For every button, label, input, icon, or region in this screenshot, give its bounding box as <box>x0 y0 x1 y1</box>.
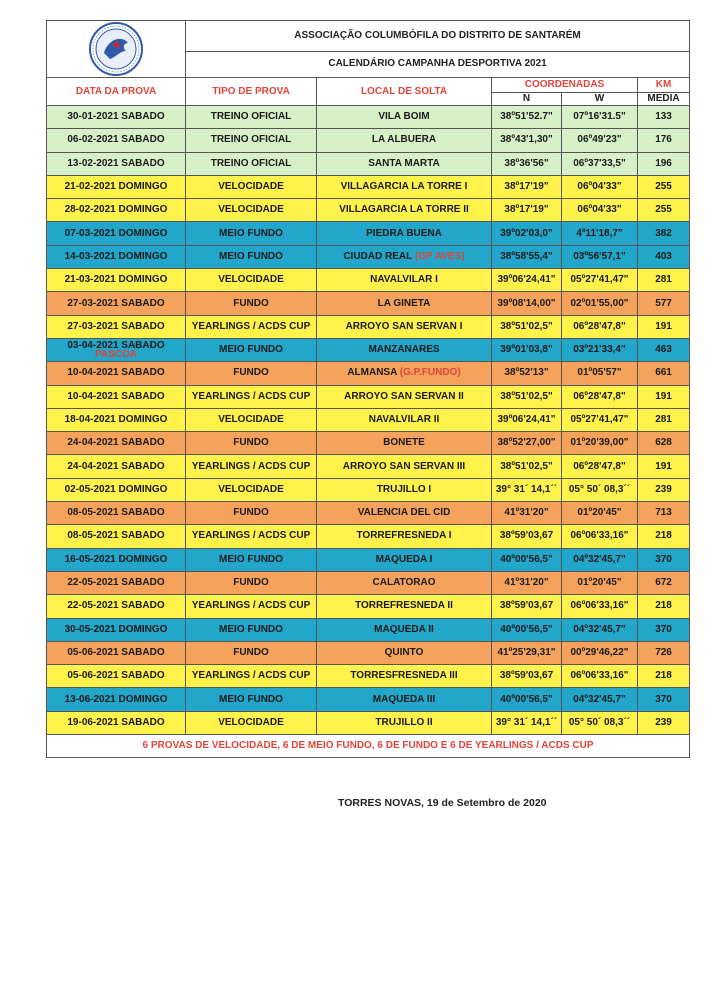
row-type: YEARLINGS / ACDS CUP <box>186 595 317 618</box>
row-coord-w: 06º04'33" <box>562 175 638 198</box>
table-row <box>47 199 690 222</box>
row-coord-n: 38º58'55,4" <box>492 245 562 268</box>
col-header-w: W <box>562 93 638 106</box>
table-row <box>47 571 690 594</box>
row-date-text: 18-04-2021 DOMINGO <box>64 414 168 425</box>
row-place <box>317 245 492 268</box>
row-coord-n: 40º00'56,5" <box>492 688 562 711</box>
row-coord-w: 06º06'33,16" <box>562 665 638 688</box>
row-coord-w: 04º32'45,7" <box>562 548 638 571</box>
row-km: 218 <box>638 665 690 688</box>
row-coord-w: 04º32'45,7" <box>562 618 638 641</box>
row-place-text: VILLAGARCIA LA TORRE II <box>339 204 469 216</box>
row-place-text: LA GINETA <box>377 297 431 309</box>
row-place-text: VILLAGARCIA LA TORRE I <box>340 181 468 193</box>
table-row <box>47 362 690 385</box>
row-place-note: (G.P.FUNDO) <box>399 367 461 379</box>
row-date-text: 08-05-2021 SABADO <box>67 530 165 542</box>
row-km: 577 <box>638 292 690 315</box>
row-place-text: ARROYO SAN SERVAN II <box>344 390 464 402</box>
col-header-place: LOCAL DE SOLTA <box>317 78 492 106</box>
row-km: 628 <box>638 432 690 455</box>
row-type: TREINO OFICIAL <box>186 129 317 152</box>
row-date-text: 19-06-2021 SABADO <box>67 716 165 728</box>
col-header-date: DATA DA PROVA <box>47 78 186 106</box>
row-coord-n: 39º06'24,41" <box>492 269 562 292</box>
row-km: 239 <box>638 711 690 734</box>
row-date-text: 22-05-2021 SABADO <box>67 577 165 589</box>
row-type: FUNDO <box>186 432 317 455</box>
row-km: 403 <box>638 245 690 268</box>
col-header-km: KM <box>638 78 690 93</box>
row-place-note: (GP AVES) <box>414 250 465 262</box>
table-row <box>47 222 690 245</box>
row-date <box>47 502 186 525</box>
row-date <box>47 432 186 455</box>
row-type: FUNDO <box>186 362 317 385</box>
row-place <box>317 548 492 571</box>
row-coord-n: 38º36'56" <box>492 152 562 175</box>
row-coord-n: 38º17'19" <box>492 199 562 222</box>
row-coord-w: 4º11'18,7" <box>562 222 638 245</box>
table-row <box>47 641 690 664</box>
row-date-text: 13-06-2021 DOMINGO <box>64 693 168 705</box>
row-km: 191 <box>638 385 690 408</box>
row-type: VELOCIDADE <box>186 408 317 431</box>
row-coord-n: 38º51'02,5" <box>492 385 562 408</box>
club-emblem-icon <box>88 21 144 77</box>
row-date-text: 24-04-2021 SABADO <box>67 460 165 472</box>
row-date-text: 22-05-2021 SABADO <box>67 600 165 612</box>
row-km: 255 <box>638 175 690 198</box>
row-place <box>317 455 492 478</box>
row-date <box>47 688 186 711</box>
row-coord-n: 38º51'02,5" <box>492 315 562 338</box>
row-km: 370 <box>638 548 690 571</box>
row-place <box>317 129 492 152</box>
row-date-text: 05-06-2021 SABADO <box>67 646 165 658</box>
row-type: FUNDO <box>186 571 317 594</box>
table-row <box>47 245 690 268</box>
table-row <box>47 408 690 431</box>
row-coord-n: 41º25'29,31" <box>492 641 562 664</box>
row-coord-w: 03º56'57,1" <box>562 245 638 268</box>
col-header-media: MEDIA <box>638 93 690 106</box>
row-place <box>317 338 492 361</box>
row-place-text: MAQUEDA III <box>372 693 436 705</box>
row-type: MEIO FUNDO <box>186 618 317 641</box>
row-date <box>47 362 186 385</box>
table-row <box>47 688 690 711</box>
row-place-text: TORREFRESNEDA I <box>356 530 452 542</box>
row-place-text: TORRESFRESNEDA III <box>350 670 458 682</box>
row-km: 281 <box>638 408 690 431</box>
row-coord-w: 03º21'33,4" <box>562 338 638 361</box>
row-coord-n: 38º59'03,67 <box>492 595 562 618</box>
row-date <box>47 595 186 618</box>
row-place-text: MAQUEDA II <box>374 623 434 635</box>
calendar-body <box>47 21 690 758</box>
row-place <box>317 175 492 198</box>
row-place-text: TRUJILLO II <box>375 716 433 728</box>
row-km: 382 <box>638 222 690 245</box>
row-date-text: 13-02-2021 SABADO <box>67 157 165 169</box>
row-place <box>317 432 492 455</box>
row-date-text: 02-05-2021 DOMINGO <box>64 483 168 495</box>
row-date-text: 10-04-2021 SABADO <box>67 390 165 402</box>
row-place <box>317 688 492 711</box>
row-place <box>317 711 492 734</box>
table-row <box>47 269 690 292</box>
row-place <box>317 618 492 641</box>
row-date <box>47 338 186 361</box>
row-place <box>317 385 492 408</box>
row-date-text: 27-03-2021 SABADO <box>67 320 165 332</box>
table-row <box>47 455 690 478</box>
row-place-text: ARROYO SAN SERVAN III <box>342 460 466 472</box>
row-coord-n: 38º59'03,67 <box>492 665 562 688</box>
row-date <box>47 199 186 222</box>
row-place-text: ARROYO SAN SERVAN I <box>345 320 463 332</box>
table-row <box>47 618 690 641</box>
table-row <box>47 711 690 734</box>
row-coord-w: 06º04'33" <box>562 199 638 222</box>
row-coord-w: 01º20'45" <box>562 502 638 525</box>
row-type: FUNDO <box>186 502 317 525</box>
table-row <box>47 502 690 525</box>
row-place <box>317 199 492 222</box>
row-date <box>47 152 186 175</box>
row-place-text: CIUDAD REAL <box>343 250 413 262</box>
row-place <box>317 408 492 431</box>
row-type: MEIO FUNDO <box>186 548 317 571</box>
row-place <box>317 269 492 292</box>
row-date <box>47 269 186 292</box>
calendar-table <box>46 20 690 758</box>
row-type: MEIO FUNDO <box>186 222 317 245</box>
row-date-text: 10-04-2021 SABADO <box>67 367 165 379</box>
row-type: MEIO FUNDO <box>186 245 317 268</box>
row-coord-n: 40º00'56,5" <box>492 618 562 641</box>
row-coord-w: 01º05'57" <box>562 362 638 385</box>
row-coord-n: 41º31'20" <box>492 571 562 594</box>
row-km: 726 <box>638 641 690 664</box>
row-coord-n: 39º06'24,41" <box>492 408 562 431</box>
row-date <box>47 618 186 641</box>
row-km: 713 <box>638 502 690 525</box>
row-place <box>317 292 492 315</box>
row-coord-w: 05º27'41,47" <box>562 269 638 292</box>
row-coord-w: 02º01'55,00" <box>562 292 638 315</box>
row-type: VELOCIDADE <box>186 478 317 501</box>
row-type: FUNDO <box>186 641 317 664</box>
row-coord-w: 06º06'33,16" <box>562 595 638 618</box>
row-date-text: 05-06-2021 SABADO <box>67 670 165 682</box>
row-coord-w: 05° 50´ 08,3´´ <box>562 478 638 501</box>
org-name: ASSOCIAÇÃO COLUMBÓFILA DO DISTRITO DE SANTARÉM <box>186 21 690 52</box>
row-coord-w: 00º29'46,22" <box>562 641 638 664</box>
row-place <box>317 571 492 594</box>
row-place <box>317 595 492 618</box>
row-type: TREINO OFICIAL <box>186 106 317 129</box>
row-date <box>47 175 186 198</box>
row-date <box>47 641 186 664</box>
row-date <box>47 292 186 315</box>
row-km: 176 <box>638 129 690 152</box>
row-coord-w: 06º28'47,8" <box>562 455 638 478</box>
table-row <box>47 292 690 315</box>
row-coord-w: 07º16'31.5" <box>562 106 638 129</box>
row-km: 133 <box>638 106 690 129</box>
row-date-text: 03-04-2021 SABADO <box>67 340 165 352</box>
table-row <box>47 175 690 198</box>
row-date-text: 30-05-2021 DOMINGO <box>64 623 168 635</box>
row-place <box>317 222 492 245</box>
row-coord-n: 38º51'02,5" <box>492 455 562 478</box>
row-date <box>47 385 186 408</box>
row-place-text: TRUJILLO I <box>376 483 432 495</box>
row-place <box>317 478 492 501</box>
row-place <box>317 665 492 688</box>
row-place <box>317 502 492 525</box>
row-date <box>47 129 186 152</box>
table-row <box>47 525 690 548</box>
row-place <box>317 525 492 548</box>
row-coord-n: 39° 31´ 14,1´´ <box>492 478 562 501</box>
row-coord-n: 40º00'56,5" <box>492 548 562 571</box>
row-date-text: 30-01-2021 SABADO <box>67 111 165 123</box>
row-coord-n: 38º51'52.7" <box>492 106 562 129</box>
row-date <box>47 711 186 734</box>
row-coord-n: 38º52'13" <box>492 362 562 385</box>
row-km: 661 <box>638 362 690 385</box>
row-km: 281 <box>638 269 690 292</box>
row-coord-w: 05° 50´ 08,3´´ <box>562 711 638 734</box>
row-place-text: BONETE <box>383 437 425 449</box>
row-km: 218 <box>638 595 690 618</box>
table-row <box>47 478 690 501</box>
row-date-text: 16-05-2021 DOMINGO <box>64 553 168 565</box>
row-coord-n: 38º52'27,00" <box>492 432 562 455</box>
row-date-text: 21-03-2021 DOMINGO <box>64 274 168 286</box>
row-type: MEIO FUNDO <box>186 338 317 361</box>
table-row <box>47 106 690 129</box>
row-date <box>47 106 186 129</box>
row-date <box>47 665 186 688</box>
table-row <box>47 432 690 455</box>
col-header-n: N <box>492 93 562 106</box>
row-date-note: PASCOA <box>94 349 138 361</box>
row-type: VELOCIDADE <box>186 269 317 292</box>
row-place-text: NAVALVILAR II <box>368 414 440 425</box>
title-row <box>47 21 690 52</box>
row-km: 463 <box>638 338 690 361</box>
row-coord-n: 38º17'19" <box>492 175 562 198</box>
row-type: YEARLINGS / ACDS CUP <box>186 315 317 338</box>
row-place-text: LA ALBUERA <box>371 134 437 146</box>
row-coord-w: 05º27'41,47" <box>562 408 638 431</box>
row-coord-w: 06º06'33,16" <box>562 525 638 548</box>
row-date <box>47 315 186 338</box>
row-km: 370 <box>638 618 690 641</box>
row-date <box>47 408 186 431</box>
row-place-text: VILA BOIM <box>378 111 430 123</box>
row-type: YEARLINGS / ACDS CUP <box>186 455 317 478</box>
row-date <box>47 548 186 571</box>
table-row <box>47 595 690 618</box>
row-km: 370 <box>638 688 690 711</box>
row-coord-w: 06º28'47,8" <box>562 385 638 408</box>
row-km: 672 <box>638 571 690 594</box>
row-coord-w: 01º20'39,00" <box>562 432 638 455</box>
row-coord-n: 39º08'14,00" <box>492 292 562 315</box>
row-type: VELOCIDADE <box>186 711 317 734</box>
row-type: TREINO OFICIAL <box>186 152 317 175</box>
row-coord-w: 06º49'23" <box>562 129 638 152</box>
row-place <box>317 641 492 664</box>
logo-cell <box>47 21 186 78</box>
row-coord-n: 39º01'03,8" <box>492 338 562 361</box>
row-type: YEARLINGS / ACDS CUP <box>186 525 317 548</box>
col-header-coords: COORDENADAS <box>492 78 638 93</box>
row-date-text: 14-03-2021 DOMINGO <box>64 250 168 262</box>
row-date <box>47 478 186 501</box>
row-date-text: 28-02-2021 DOMINGO <box>64 204 168 216</box>
row-place-text: QUINTO <box>384 646 424 658</box>
row-place <box>317 152 492 175</box>
row-place-text: TORREFRESNEDA II <box>355 600 453 612</box>
row-place-text: VALENCIA DEL CID <box>357 507 451 519</box>
row-place-text: MAQUEDA I <box>375 553 433 565</box>
row-coord-n: 41º31'20" <box>492 502 562 525</box>
row-coord-n: 39º02'03,0" <box>492 222 562 245</box>
row-type: FUNDO <box>186 292 317 315</box>
row-km: 218 <box>638 525 690 548</box>
row-place <box>317 315 492 338</box>
row-place-text: NAVALVILAR I <box>370 274 438 286</box>
row-place-text: CALATORAO <box>372 577 436 589</box>
row-coord-w: 06º37'33,5" <box>562 152 638 175</box>
row-date-text: 08-05-2021 SABADO <box>67 507 165 519</box>
row-place-text: SANTA MARTA <box>368 157 440 169</box>
row-date-text: 21-02-2021 DOMINGO <box>64 181 168 193</box>
row-date <box>47 455 186 478</box>
row-date <box>47 571 186 594</box>
table-row <box>47 152 690 175</box>
row-date-text: 07-03-2021 DOMINGO <box>64 227 168 239</box>
row-date <box>47 222 186 245</box>
row-date <box>47 525 186 548</box>
row-coord-n: 39° 31´ 14,1´´ <box>492 711 562 734</box>
row-place-text: ALMANSA <box>347 367 397 379</box>
row-place <box>317 106 492 129</box>
summary-text: 6 PROVAS DE VELOCIDADE, 6 DE MEIO FUNDO, 6 DE FUNDO E 6 DE YEARLINGS / ACDS CUP <box>47 735 690 758</box>
column-header-row <box>47 78 690 93</box>
row-place-text: PIEDRA BUENA <box>366 227 442 239</box>
row-date-text: 06-02-2021 SABADO <box>67 134 165 146</box>
row-coord-w: 01º20'45" <box>562 571 638 594</box>
table-row <box>47 338 690 361</box>
row-place-text: MANZANARES <box>368 344 440 356</box>
row-place <box>317 362 492 385</box>
row-km: 191 <box>638 315 690 338</box>
row-type: VELOCIDADE <box>186 199 317 222</box>
row-km: 191 <box>638 455 690 478</box>
col-header-type: TIPO DE PROVA <box>186 78 317 106</box>
row-coord-w: 04º32'45,7" <box>562 688 638 711</box>
row-km: 239 <box>638 478 690 501</box>
row-coord-n: 38º59'03,67 <box>492 525 562 548</box>
table-row <box>47 548 690 571</box>
row-type: YEARLINGS / ACDS CUP <box>186 385 317 408</box>
table-row <box>47 665 690 688</box>
table-row <box>47 385 690 408</box>
row-date-text: 24-04-2021 SABADO <box>67 437 165 449</box>
calendar-subtitle: CALENDÁRIO CAMPANHA DESPORTIVA 2021 <box>186 51 690 77</box>
row-type: VELOCIDADE <box>186 175 317 198</box>
row-type: MEIO FUNDO <box>186 688 317 711</box>
table-row <box>47 129 690 152</box>
table-row <box>47 315 690 338</box>
row-coord-n: 38º43'1,30" <box>492 129 562 152</box>
row-km: 196 <box>638 152 690 175</box>
row-date-text: 27-03-2021 SABADO <box>67 297 165 309</box>
row-coord-w: 06º28'47,8" <box>562 315 638 338</box>
row-km: 255 <box>638 199 690 222</box>
summary-row <box>47 735 690 758</box>
row-type: YEARLINGS / ACDS CUP <box>186 665 317 688</box>
signature-line: TORRES NOVAS, 19 de Setembro de 2020 <box>338 797 547 809</box>
row-date <box>47 245 186 268</box>
